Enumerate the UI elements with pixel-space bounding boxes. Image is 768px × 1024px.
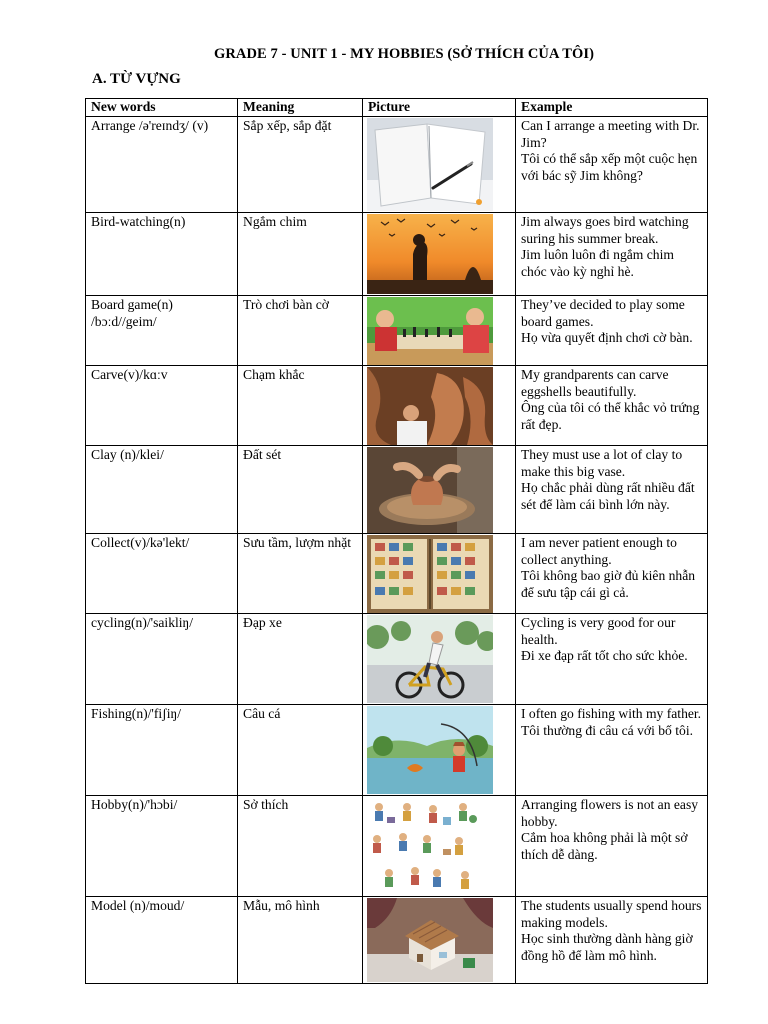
cyclist-picture — [367, 615, 493, 703]
example-vietnamese: Cắm hoa không phải là một sở thích dễ dàng. — [521, 830, 688, 863]
example-vietnamese: Ông của tôi có thể khắc vỏ trứng rất đẹp. — [521, 400, 700, 433]
picture-cell — [363, 795, 516, 896]
picture-cell — [363, 116, 516, 212]
section-heading: A. TỪ VỰNG — [92, 71, 181, 87]
example-vietnamese: Jim luôn luôn đi ngắm chim chóc vào kỳ nghỉ hè. — [521, 247, 674, 280]
word-cell: Clay (n)/klei/ — [86, 445, 238, 533]
meaning-cell: Trò chơi bàn cờ — [238, 295, 363, 365]
example-cell — [516, 533, 708, 613]
table-row — [86, 365, 708, 445]
table-row — [86, 896, 708, 983]
header-example: Example — [516, 99, 708, 117]
picture-cell — [363, 704, 516, 795]
word-cell: Fishing(n)/'fiʃiŋ/ — [86, 704, 238, 795]
vocabulary-table — [85, 98, 708, 984]
picture-cell — [363, 365, 516, 445]
picture-cell — [363, 212, 516, 295]
table-row — [86, 445, 708, 533]
example-english: Can I arrange a meeting with Dr. Jim? — [521, 117, 700, 150]
example-cell — [516, 795, 708, 896]
header-new-words: New words — [86, 99, 238, 117]
word-cell: Carve(v)/kɑːv — [86, 365, 238, 445]
notebook-pen-picture — [367, 118, 493, 211]
header-picture: Picture — [363, 99, 516, 117]
meaning-cell: Đạp xe — [238, 613, 363, 704]
example-cell — [516, 295, 708, 365]
meaning-cell: Mẫu, mô hình — [238, 896, 363, 983]
document-title: GRADE 7 - UNIT 1 - MY HOBBIES (SỞ THÍCH CỦA TÔI) — [213, 46, 595, 62]
meaning-cell: Sắp xếp, sắp đặt — [238, 116, 363, 212]
picture-cell — [363, 896, 516, 983]
example-cell — [516, 613, 708, 704]
meaning-cell: Chạm khắc — [238, 365, 363, 445]
table-row — [86, 795, 708, 896]
example-english: My grandparents can carve eggshells beautifully. — [521, 366, 669, 399]
example-vietnamese: Họ chắc phải dùng rất nhiều đất sét để làm cái bình lớn này. — [521, 480, 695, 513]
meaning-cell: Câu cá — [238, 704, 363, 795]
pottery-wheel-picture — [367, 447, 493, 533]
picture-cell — [363, 445, 516, 533]
fishing-cartoon-picture — [367, 706, 493, 794]
example-english: I often go fishing with my father. — [521, 705, 702, 721]
word-cell: Model (n)/moud/ — [86, 896, 238, 983]
example-cell — [516, 704, 708, 795]
example-vietnamese: Tôi thường đi câu cá với bố tôi. — [521, 722, 693, 738]
word-cell: Bird-watching(n) — [86, 212, 238, 295]
table-row — [86, 613, 708, 704]
wood-carving-picture — [367, 367, 493, 445]
example-vietnamese: Đi xe đạp rất tốt cho sức khỏe. — [521, 648, 688, 664]
example-vietnamese: Họ vừa quyết định chơi cờ bàn. — [521, 330, 693, 346]
word-cell: Hobby(n)/'hɔbi/ — [86, 795, 238, 896]
table-row — [86, 295, 708, 365]
table-row — [86, 533, 708, 613]
picture-cell — [363, 613, 516, 704]
header-meaning: Meaning — [238, 99, 363, 117]
example-cell — [516, 896, 708, 983]
word-cell: Board game(n) /bɔːd//geim/ — [86, 295, 238, 365]
model-house-picture — [367, 898, 493, 982]
table-row — [86, 704, 708, 795]
meaning-cell: Ngắm chim — [238, 212, 363, 295]
meaning-cell: Đất sét — [238, 445, 363, 533]
example-cell — [516, 116, 708, 212]
stamp-album-picture — [367, 535, 493, 613]
example-english: Cycling is very good for our health. — [521, 614, 676, 647]
example-cell — [516, 365, 708, 445]
example-english: I am never patient enough to collect anything. — [521, 534, 677, 567]
example-english: Arranging flowers is not an easy hobby. — [521, 796, 699, 829]
meaning-cell: Sở thích — [238, 795, 363, 896]
example-english: The students usually spend hours making models. — [521, 897, 702, 930]
hobby-people-picture — [367, 797, 493, 895]
example-cell — [516, 212, 708, 295]
table-row — [86, 116, 708, 212]
example-vietnamese: Tôi có thể sắp xếp một cuộc hẹn với bác sỹ Jim không? — [521, 151, 698, 184]
picture-cell — [363, 295, 516, 365]
example-cell — [516, 445, 708, 533]
example-vietnamese: Học sinh thường dành hàng giờ đồng hồ để làm mô hình. — [521, 931, 693, 964]
bird-watching-picture — [367, 214, 493, 294]
example-english: They must use a lot of clay to make this big vase. — [521, 446, 683, 479]
chess-game-picture — [367, 297, 493, 365]
example-vietnamese: Tôi không bao giờ đủ kiên nhẫn để sưu tập cái gì cả. — [521, 568, 696, 601]
picture-cell — [363, 533, 516, 613]
table-header-row — [86, 99, 708, 117]
example-english: They’ve decided to play some board games. — [521, 296, 685, 329]
meaning-cell: Sưu tầm, lượm nhặt — [238, 533, 363, 613]
word-cell: Arrange /ə'reɪndʒ/ (v) — [86, 116, 238, 212]
table-row — [86, 212, 708, 295]
word-cell: cycling(n)/'saikliŋ/ — [86, 613, 238, 704]
example-english: Jim always goes bird watching suring his summer break. — [521, 213, 689, 246]
word-cell: Collect(v)/kə'lekt/ — [86, 533, 238, 613]
